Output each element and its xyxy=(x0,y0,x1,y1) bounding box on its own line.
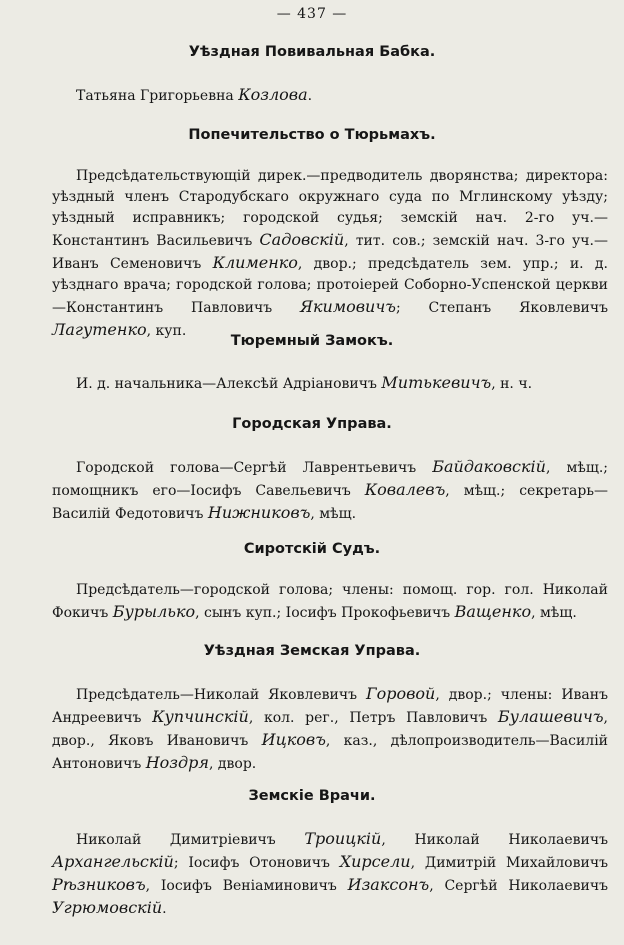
text-run: , кол. рег., Петръ Павловичъ xyxy=(248,710,498,726)
text-run: Городской голова—Сергѣй Лаврентьевичъ xyxy=(76,460,433,476)
person-surname: Архангельскій xyxy=(52,852,174,871)
text-run: , каз., дѣлопроизводитель—Василій Антоновичъ xyxy=(52,733,609,772)
text-run: Предсѣдатель—городской голова; члены: помощ. гор. гол. Николай Фокичъ xyxy=(52,582,608,621)
text-run: , Димитрій Михайловичъ xyxy=(410,855,608,871)
text-run: И. д. начальника—Алексѣй Адріановичъ xyxy=(76,376,382,392)
text-run: , тит. сов.; земскій нач. 3-го уч.—Иванъ Семеновичъ xyxy=(52,233,608,272)
text-run: , двор. xyxy=(209,756,257,772)
person-surname: Булашевичъ xyxy=(497,707,604,726)
person-surname: Козлова xyxy=(238,85,308,104)
text-run: , двор., Яковъ Ивановичъ xyxy=(52,710,608,749)
text-run: , н. ч. xyxy=(491,376,533,392)
person-surname: Ноздря xyxy=(145,753,209,772)
heading-zemstvo-council: Уѣздная Земская Управа. xyxy=(203,643,421,659)
para-midwife xyxy=(52,84,608,107)
person-surname: Хирсели xyxy=(339,852,411,871)
person-surname: Садовскій xyxy=(259,230,345,249)
text-run: , мѣщ.; помощникъ его—Іосифъ Савельевичъ xyxy=(52,460,609,499)
person-surname: Угрюмовскій xyxy=(52,898,163,917)
text-run: , Николай Николаевичъ xyxy=(381,832,608,848)
person-surname: Нижниковъ xyxy=(207,503,311,522)
person-surname: Бурылько xyxy=(112,602,196,621)
heading-zemstvo-doctors: Земскіе Врачи. xyxy=(248,788,376,804)
text-run: Предсѣдательствующій дирек.—предводитель дворянства; директора: уѣздный членъ Стародубскаго окружнаго суда по Мглинскому уѣзду; уѣздный исправникъ; городской судья; земскій нач. 2-го уч.—Константинъ Васильевичъ xyxy=(52,168,608,249)
text-run: , двор.; предсѣдатель зем. упр.; и. д. уѣзднаго врача; городской голова; протоіерей Соборно-Успенской церкви—Константинъ Павловичъ xyxy=(52,256,608,316)
person-surname: Горовой xyxy=(365,684,436,703)
person-surname: Рѣзниковъ xyxy=(52,875,146,894)
person-surname: Якимовичъ xyxy=(300,297,396,316)
para-prison-trusteeship xyxy=(52,166,608,342)
person-surname: Клименко xyxy=(212,253,298,272)
person-surname: Байдаковскій xyxy=(432,457,546,476)
person-surname: Ицковъ xyxy=(261,730,326,749)
text-run: . xyxy=(307,88,313,104)
heading-orphan-court: Сиротскій Судъ. xyxy=(243,541,381,557)
heading-prison-trusteeship: Попечительство о Тюрьмахъ. xyxy=(188,127,436,143)
text-run: , Сергѣй Николаевичъ xyxy=(429,878,608,894)
para-zemstvo-doctors xyxy=(52,828,608,920)
text-run: Николай Димитріевичъ xyxy=(76,832,305,848)
person-surname: Изаксонъ xyxy=(347,875,430,894)
person-surname: Ващенко xyxy=(454,602,532,621)
person-surname: Митькевичъ xyxy=(381,373,492,392)
text-run: , мѣщ. xyxy=(310,506,357,522)
person-surname: Троицкій xyxy=(304,829,382,848)
text-run: . xyxy=(162,901,167,917)
text-run: , мѣщ. xyxy=(531,605,577,621)
text-run: , куп. xyxy=(146,323,187,339)
text-run: Предсѣдатель—Николай Яковлевичъ xyxy=(76,687,366,703)
para-prison-castle xyxy=(52,372,608,395)
para-city-council xyxy=(52,456,608,525)
person-surname: Купчинскій xyxy=(152,707,249,726)
text-run: ; Степанъ Яковлевичъ xyxy=(395,300,608,316)
text-run: , сынъ куп.; Іосифъ Прокофьевичъ xyxy=(195,605,455,621)
person-surname: Ковалевъ xyxy=(364,480,446,499)
heading-midwife: Уѣздная Повивальная Бабка. xyxy=(188,44,436,60)
text-run: ; Іосифъ Отоновичъ xyxy=(173,855,340,871)
text-run: Татьяна Григорьевна xyxy=(76,88,239,104)
person-surname: Лагутенко xyxy=(52,320,147,339)
para-orphan-court xyxy=(52,580,608,624)
para-zemstvo-council xyxy=(52,683,608,775)
heading-city-council: Городская Управа. xyxy=(232,416,392,432)
heading-prison-castle: Тюремный Замокъ. xyxy=(230,333,394,349)
text-run: , мѣщ.; секретарь—Василій Федотовичъ xyxy=(52,483,608,522)
text-run: , Іосифъ Веніаминовичъ xyxy=(145,878,348,894)
text-run: , двор.; члены: Иванъ Андреевичъ xyxy=(52,687,608,726)
page-number: — 437 — xyxy=(276,6,348,22)
